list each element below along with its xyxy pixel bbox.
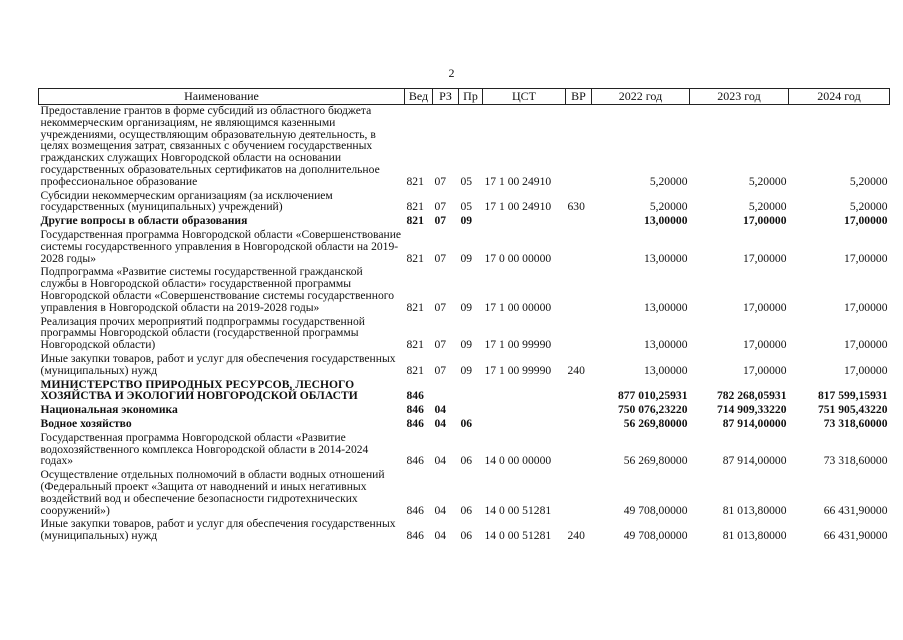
cell-ved: 846 <box>406 454 424 468</box>
table-row <box>39 188 890 214</box>
cell-ved: 821 <box>406 174 424 188</box>
cell-y2023: 87 914,00000 <box>722 416 787 430</box>
cell-y2022: 49 708,00000 <box>623 529 688 543</box>
cell-rz: 04 <box>434 454 447 468</box>
cell-ved: 821 <box>406 300 424 314</box>
cell-rz: 07 <box>434 363 447 377</box>
cell-y2023: 5,20000 <box>748 200 787 214</box>
cell-cst: 17 1 00 99990 <box>484 338 552 352</box>
cell-y2024: 817 599,15931 <box>817 389 888 403</box>
table-header-row <box>39 89 890 105</box>
cell-rz: 04 <box>434 416 447 430</box>
cell-y2024: 73 318,60000 <box>823 416 888 430</box>
cell-vr <box>566 314 592 351</box>
cell-y2024: 17,00000 <box>844 338 888 352</box>
cell-y2023: 714 909,33220 <box>716 403 787 417</box>
cell-y2024: 17,00000 <box>844 214 888 228</box>
cell-name: Иные закупки товаров, работ и услуг для обеспечения государственных (муниципальных) нужд <box>40 517 396 543</box>
cell-ved: 821 <box>406 214 424 228</box>
cell-y2022: 5,20000 <box>649 174 688 188</box>
cell-ved: 846 <box>406 389 424 403</box>
cell-rz: 07 <box>434 300 447 314</box>
cell-ved: 821 <box>406 338 424 352</box>
cell-pr: 09 <box>460 300 473 314</box>
table-row <box>39 351 890 377</box>
cell-y2023: 17,00000 <box>743 214 787 228</box>
cell-ved: 821 <box>406 200 424 214</box>
cell-pr: 06 <box>460 529 473 543</box>
header-name: Наименование <box>39 89 405 105</box>
cell-name: Другие вопросы в области образования <box>40 214 248 228</box>
cell-vr: 630 <box>567 200 585 214</box>
cell-y2023: 81 013,80000 <box>722 529 787 543</box>
cell-pr: 05 <box>460 174 473 188</box>
cell-y2022: 13,00000 <box>644 300 688 314</box>
cell-pr: 05 <box>460 200 473 214</box>
cell-cst: 17 1 00 00000 <box>484 300 552 314</box>
cell-y2022: 13,00000 <box>644 338 688 352</box>
cell-y2022: 49 708,00000 <box>623 503 688 517</box>
cell-pr: 09 <box>460 363 473 377</box>
cell-cst: 17 1 00 99990 <box>484 363 552 377</box>
cell-cst: 17 1 00 24910 <box>484 174 552 188</box>
cell-rz: 07 <box>434 214 447 228</box>
cell-rz: 07 <box>434 251 447 265</box>
cell-y2023: 5,20000 <box>748 174 787 188</box>
cell-y2022: 13,00000 <box>644 251 688 265</box>
cell-name: Государственная программа Новгородской области «Совершенствование системы государственного управления в Новгородской области на 2019-2028 годы» <box>40 227 402 265</box>
cell-vr <box>566 467 592 516</box>
cell-y2023: 87 914,00000 <box>722 454 787 468</box>
cell-name: Государственная программа Новгородской области «Развитие водохозяйственного комплекса Новгородской области в 2014-2024 годах» <box>40 430 369 468</box>
cell-ved: 846 <box>406 403 424 417</box>
table-row <box>39 430 890 467</box>
cell-rz: 04 <box>434 529 447 543</box>
cell-cst: 14 0 00 51281 <box>484 503 552 517</box>
cell-vr <box>566 377 592 403</box>
cell-y2024: 66 431,90000 <box>823 503 888 517</box>
cell-rz: 07 <box>434 200 447 214</box>
cell-cst <box>483 416 566 430</box>
cell-name: Предоставление грантов в форме субсидий из областного бюджета некоммерческим организациям, не являющимся казенными учреждениями, осуществляющим образовательную деятельность, в целях возмещения затрат, связанных с обучением государственных гражданских служащих Новгородской области на основании государственных образовательных сертификатов на дополнительное профессиональное образование <box>40 104 380 188</box>
cell-y2022: 56 269,80000 <box>623 416 688 430</box>
cell-vr: 240 <box>567 529 585 543</box>
header-2022: 2022 год <box>592 89 690 105</box>
cell-name: Национальная экономика <box>40 403 178 417</box>
table-row <box>39 314 890 351</box>
cell-y2022: 5,20000 <box>649 200 688 214</box>
cell-rz: 04 <box>434 403 447 417</box>
cell-rz: 04 <box>434 503 447 517</box>
cell-vr <box>566 402 592 416</box>
table-row <box>39 227 890 264</box>
cell-y2023: 17,00000 <box>743 251 787 265</box>
cell-y2024: 17,00000 <box>844 251 888 265</box>
cell-vr: 240 <box>567 363 585 377</box>
cell-cst <box>483 402 566 416</box>
table-row <box>39 402 890 416</box>
cell-vr <box>566 227 592 264</box>
cell-y2022: 56 269,80000 <box>623 454 688 468</box>
cell-y2023: 17,00000 <box>743 338 787 352</box>
table-row <box>39 467 890 516</box>
cell-pr <box>459 377 483 403</box>
header-2024: 2024 год <box>789 89 890 105</box>
cell-name: Иные закупки товаров, работ и услуг для обеспечения государственных (муниципальных) нужд <box>40 351 396 377</box>
cell-y2023: 17,00000 <box>743 363 787 377</box>
header-rz: РЗ <box>433 89 459 105</box>
cell-cst: 17 1 00 24910 <box>484 200 552 214</box>
cell-ved: 821 <box>406 363 424 377</box>
cell-name: МИНИСТЕРСТВО ПРИРОДНЫХ РЕСУРСОВ, ЛЕСНОГО ХОЗЯЙСТВА И ЭКОЛОГИИ НОВГОРОДСКОЙ ОБЛАСТИ <box>40 377 358 403</box>
cell-rz: 07 <box>434 174 447 188</box>
cell-y2022: 750 076,23220 <box>617 403 688 417</box>
cell-cst: 17 0 00 00000 <box>484 251 552 265</box>
cell-y2024: 5,20000 <box>849 200 888 214</box>
cell-y2023: 17,00000 <box>743 300 787 314</box>
cell-name: Подпрограмма «Развитие системы государственной гражданской службы в Новгородской области» государственной программы Новгородской области «Совершенствование системы государственного управления в Новгородской области на 2019-2028 годы» <box>40 265 395 314</box>
cell-y2024: 66 431,90000 <box>823 529 888 543</box>
cell-y2023: 782 268,05931 <box>716 389 787 403</box>
cell-pr <box>459 402 483 416</box>
header-cst: ЦСТ <box>483 89 566 105</box>
cell-vr <box>566 105 592 188</box>
cell-ved: 821 <box>406 251 424 265</box>
cell-ved: 846 <box>406 529 424 543</box>
cell-y2022: 13,00000 <box>644 214 688 228</box>
header-pr: Пр <box>459 89 483 105</box>
cell-y2023: 81 013,80000 <box>722 503 787 517</box>
cell-pr: 06 <box>460 503 473 517</box>
cell-cst <box>483 213 566 227</box>
cell-y2024: 5,20000 <box>849 174 888 188</box>
budget-table <box>38 88 890 542</box>
cell-name: Осуществление отдельных полномочий в области водных отношений (Федеральный проект «Защита от наводнений и иных негативных воздействий вод и обеспечение безопасности гидротехнических сооружений») <box>40 468 385 517</box>
cell-y2024: 17,00000 <box>844 300 888 314</box>
cell-vr <box>566 416 592 430</box>
cell-y2024: 751 905,43220 <box>817 403 888 417</box>
cell-y2024: 73 318,60000 <box>823 454 888 468</box>
cell-ved: 846 <box>406 503 424 517</box>
cell-cst <box>483 377 566 403</box>
table-row <box>39 105 890 188</box>
cell-pr: 09 <box>460 338 473 352</box>
cell-cst: 14 0 00 51281 <box>484 529 552 543</box>
cell-pr: 09 <box>460 251 473 265</box>
cell-y2022: 13,00000 <box>644 363 688 377</box>
cell-pr: 09 <box>460 214 473 228</box>
table-row <box>39 213 890 227</box>
cell-y2024: 17,00000 <box>844 363 888 377</box>
cell-vr <box>566 213 592 227</box>
cell-vr <box>566 264 592 313</box>
cell-name: Водное хозяйство <box>40 416 132 430</box>
header-ved: Вед <box>405 89 433 105</box>
header-vr: ВР <box>566 89 592 105</box>
cell-pr: 06 <box>460 454 473 468</box>
cell-y2022: 877 010,25931 <box>617 389 688 403</box>
cell-ved: 846 <box>406 416 424 430</box>
header-2023: 2023 год <box>690 89 789 105</box>
page-number: 2 <box>448 66 455 80</box>
table-row <box>39 516 890 542</box>
table-row <box>39 416 890 430</box>
table-row <box>39 377 890 403</box>
cell-rz <box>433 377 459 403</box>
cell-pr: 06 <box>460 416 473 430</box>
cell-rz: 07 <box>434 338 447 352</box>
cell-cst: 14 0 00 00000 <box>484 454 552 468</box>
cell-name: Субсидии некоммерческим организациям (за исключением государственных (муниципальных) учреждений) <box>40 188 333 214</box>
cell-name: Реализация прочих мероприятий подпрограммы государственной программы Новгородской области (государственной программы Новгородской области) <box>40 314 365 352</box>
cell-vr <box>566 430 592 467</box>
table-row <box>39 264 890 313</box>
